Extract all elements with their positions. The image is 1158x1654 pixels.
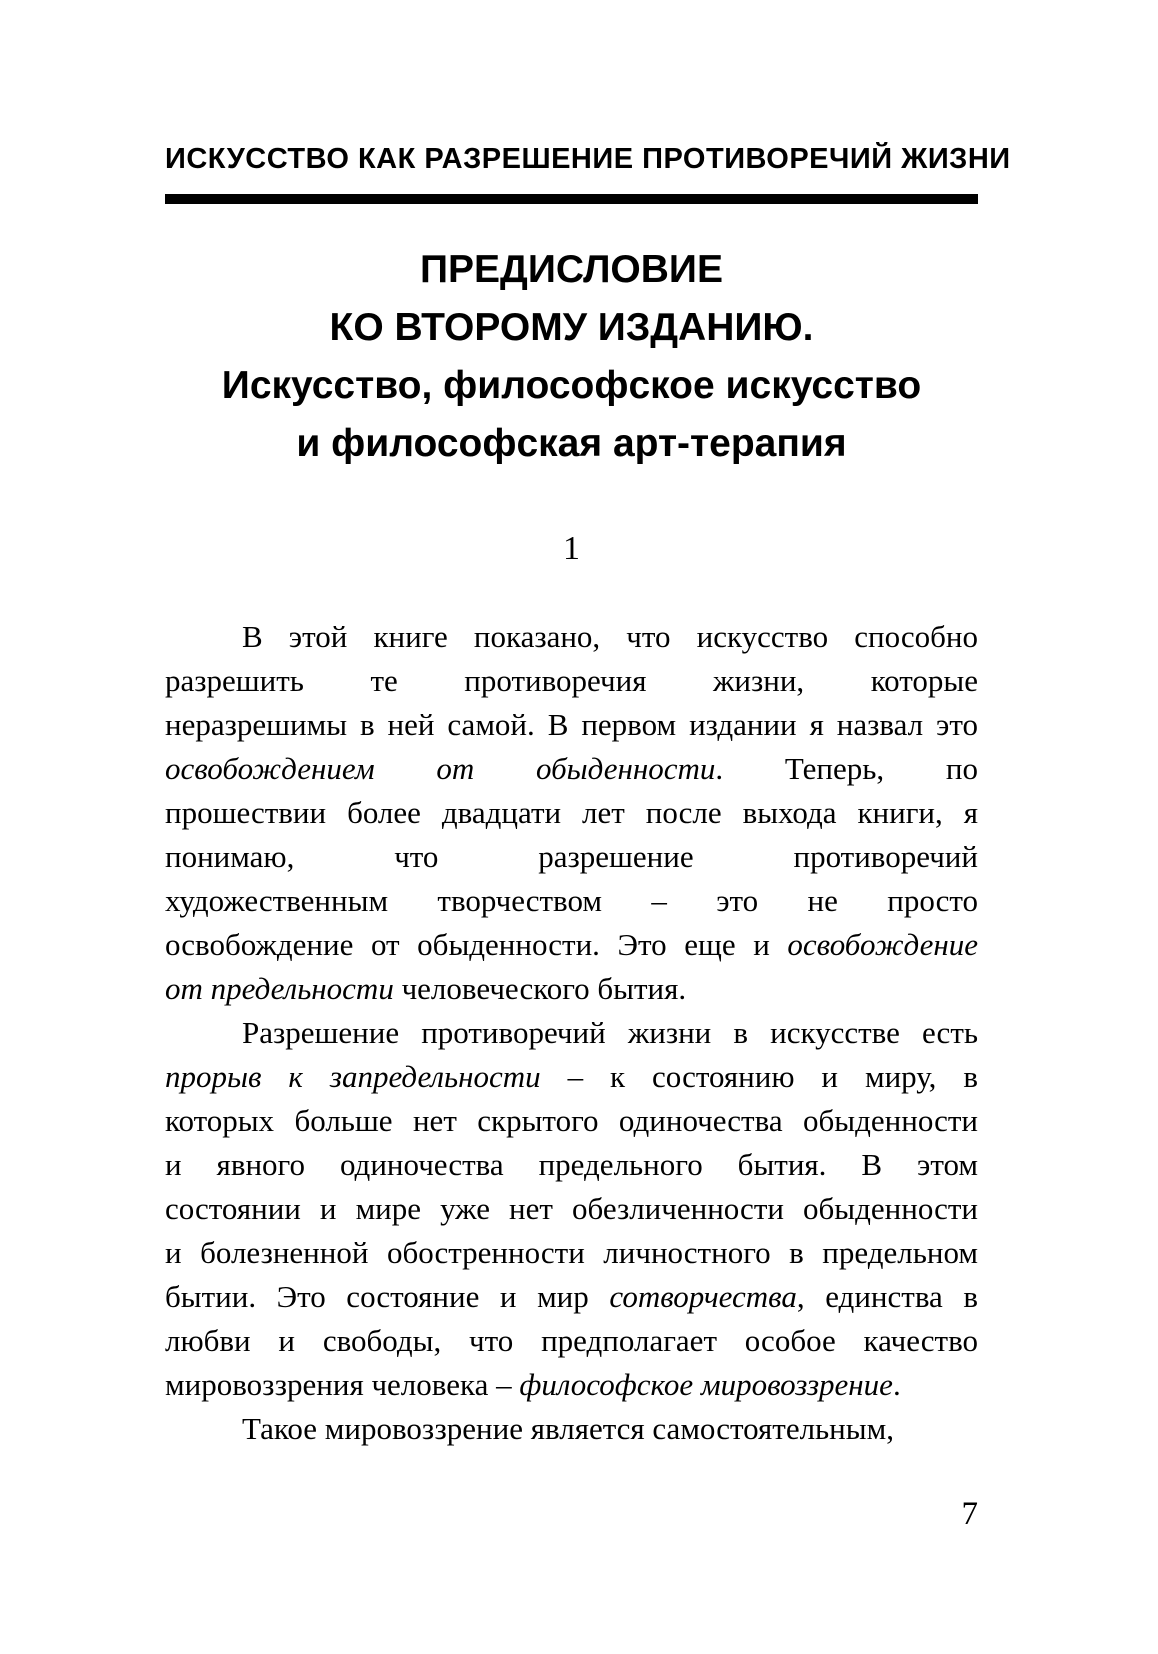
italic-text: от предельности [165,971,394,1006]
italic-text: сотворчества [609,1279,797,1314]
running-head: ИСКУССТВО КАК РАЗРЕШЕНИЕ ПРОТИВОРЕЧИЙ ЖИЗНИ [165,143,1011,175]
text: мировоззрения человека – [165,1367,520,1402]
body-line [165,835,978,879]
page-number: 7 [961,1496,978,1532]
body-line [165,1099,978,1143]
body-text [165,615,978,1451]
text: понимаю, что разрешение противоречий [165,839,978,874]
text: В этой книге показано, что искусство способно [242,619,978,654]
body-line [165,1275,978,1319]
body-line [165,791,978,835]
body-line [165,615,978,659]
text: , единства в [796,1279,979,1314]
italic-text: освобождение [787,927,978,962]
text: которых больше нет скрытого одиночества обыденности [165,1103,978,1138]
text: состоянии и мире уже нет обезличенности обыденности [165,1191,978,1226]
text: освобождение от обыденности. Это еще и [165,927,788,962]
body-line [165,747,978,791]
body-line [165,967,978,1011]
body-line [165,1187,978,1231]
body-line [165,1011,978,1055]
body-line [165,1143,978,1187]
text: художественным творчеством – это не просто [165,883,978,918]
text: любви и свободы, что предполагает особое качество [165,1323,978,1358]
chapter-title-line: КО ВТОРОМУ ИЗДАНИЮ. [329,306,814,349]
italic-text: философское мировоззрение [519,1367,893,1402]
text: Разрешение противоречий жизни в искусстве есть [242,1015,978,1050]
text: и явного одиночества предельного бытия. В этом [165,1147,978,1182]
text: Такое мировоззрение является самостоятельным, [242,1411,894,1446]
text: человеческого бытия. [393,971,687,1006]
italic-text: освобождением от обыденности [165,751,716,786]
text: прошествии более двадцати лет после выхода книги, я [165,795,978,830]
body-line [165,1055,978,1099]
body-line [165,1231,978,1275]
body-line [165,1319,978,1363]
chapter-title [165,241,978,473]
text: – к состоянию и миру, в [540,1059,979,1094]
text: . [892,1367,901,1402]
text: и болезненной обостренности личностного в предельном [165,1235,978,1270]
body-line [165,1363,978,1407]
body-line [165,879,978,923]
text: бытии. Это состояние и мир [165,1279,610,1314]
text: разрешить те противоречия жизни, которые [165,663,978,698]
chapter-title-line: Искусство, философское искусство [221,364,922,407]
body-line [165,703,978,747]
text: неразрешимы в ней самой. В первом издании я назвал это [165,707,978,742]
chapter-title-line: и философская арт-терапия [296,422,847,465]
section-number: 1 [563,530,580,567]
header-rule [165,194,978,204]
chapter-title-line: ПРЕДИСЛОВИЕ [420,248,723,291]
body-line [165,659,978,703]
text: . Теперь, по [715,751,978,786]
body-line [165,923,978,967]
italic-text: прорыв к запредельности [165,1059,541,1094]
body-line [165,1407,978,1451]
